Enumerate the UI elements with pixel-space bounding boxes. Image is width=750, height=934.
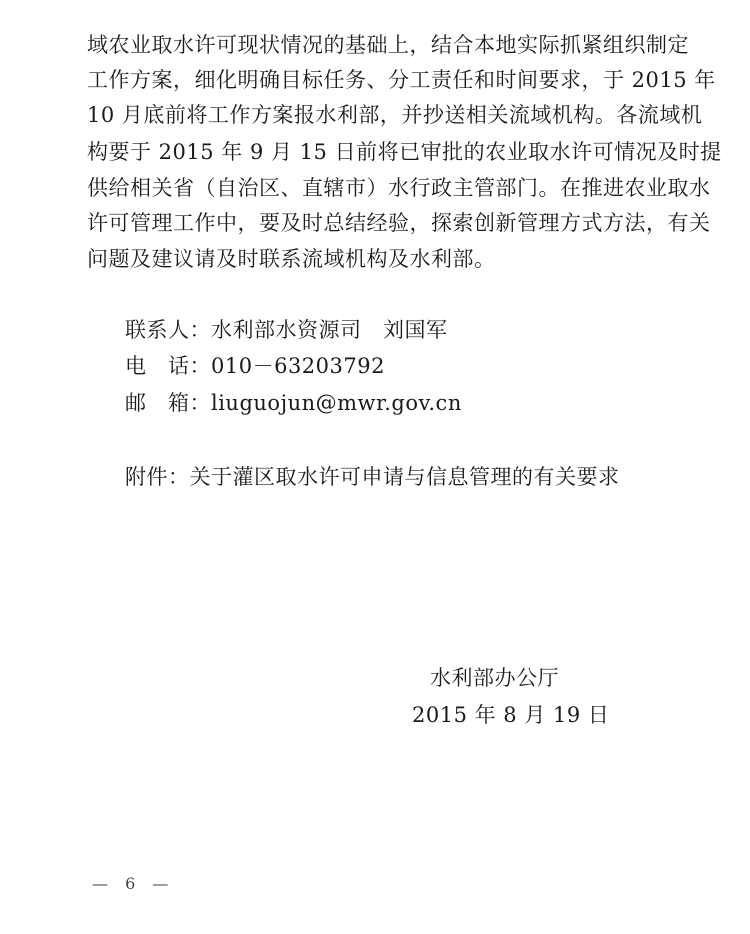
body-line: 构要于 2015 年 9 月 15 日前将已审批的农业取水许可情况及时提 bbox=[87, 140, 722, 164]
body-line: 域农业取水许可现状情况的基础上，结合本地实际抓紧组织制定 bbox=[87, 33, 689, 57]
body-line: 工作方案，细化明确目标任务、分工责任和时间要求，于 2015 年 bbox=[87, 68, 716, 92]
attachment-line: 附件：关于灌区取水许可申请与信息管理的有关要求 bbox=[125, 465, 620, 489]
contact-person: 联系人：水利部水资源司 刘国军 bbox=[125, 318, 448, 342]
signature-date: 2015 年 8 月 19 日 bbox=[412, 703, 610, 727]
body-line: 问题及建议请及时联系流域机构及水利部。 bbox=[87, 247, 496, 271]
body-line: 10 月底前将工作方案报水利部，并抄送相关流域机构。各流域机 bbox=[87, 103, 703, 127]
page-number: — 6 — bbox=[92, 874, 175, 893]
contact-phone: 电 话：010－63203792 bbox=[125, 354, 385, 378]
contact-email: 邮 箱：liuguojun@mwr.gov.cn bbox=[125, 391, 462, 415]
body-line: 许可管理工作中，要及时总结经验，探索创新管理方式方法，有关 bbox=[87, 211, 711, 235]
body-line: 供给相关省（自治区、直辖市）水行政主管部门。在推进农业取水 bbox=[87, 176, 711, 200]
signature-org: 水利部办公厅 bbox=[430, 666, 559, 690]
